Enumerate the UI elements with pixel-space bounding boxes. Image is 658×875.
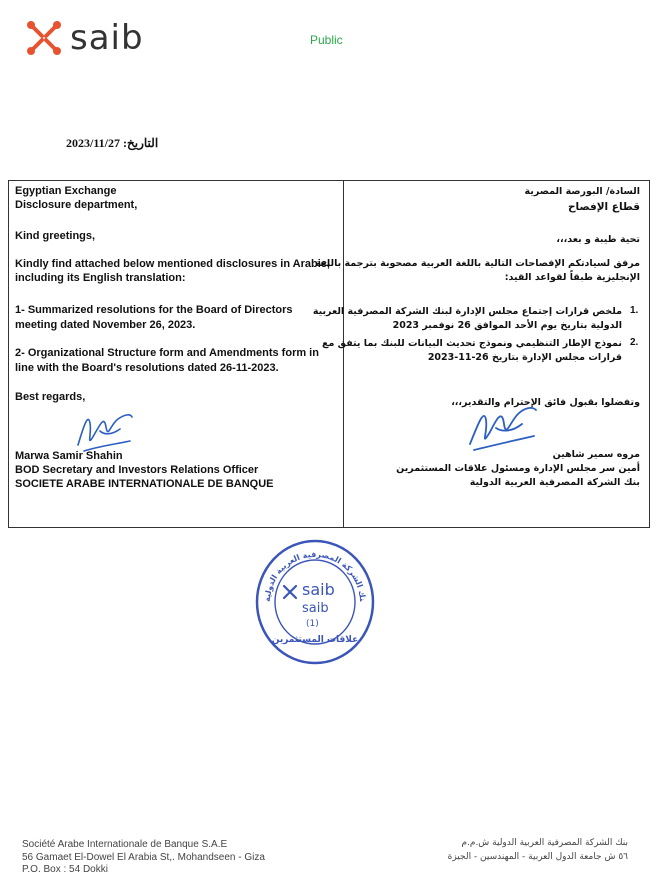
en-recipient-line-2: Disclosure department, (15, 199, 138, 211)
footer-en-line-2: 56 Gamaet El-Dowel El Arabia St,. Mohandseen - Giza (22, 852, 265, 863)
ar-item-1-number: 1. (630, 305, 639, 316)
en-signer-org: SOCIETE ARABE INTERNATIONALE DE BANQUE (15, 478, 274, 490)
saib-logo-mark-icon (24, 18, 64, 58)
en-item-2-line-2: line with the Board's resolutions dated 26-11-2023. (15, 362, 279, 374)
ar-item-1-line-1: ملخص قرارات إجتماع مجلس الإدارة لبنك الشركة المصرفية العربية (312, 306, 622, 317)
en-signer-title: BOD Secretary and Investors Relations Officer (15, 464, 259, 476)
ar-recipient-line-2: قطاع الإفصاح (567, 201, 640, 213)
stamp-dept-text: علاقات المستثمرين (271, 635, 359, 645)
en-item-1-line-1: 1- Summarized resolutions for the Board of Directors (15, 304, 293, 316)
signature-ar-icon (462, 398, 542, 456)
ar-intro-line-1: مرفق لسيادتكم الإفصاحات التالية باللغة العربية مصحوبة بترجمة باللغة (315, 258, 640, 269)
ar-signer-title: أمين سر مجلس الإدارة ومسئول علاقات المستثمرين (396, 463, 640, 474)
official-stamp-icon (254, 538, 376, 666)
ar-signer-org: بنك الشركة المصرفية العربية الدولية (469, 477, 640, 488)
document-date: التاريخ: 2023/11/27 (66, 136, 159, 150)
footer-en-line-1: Société Arabe Internationale de Banque S.A.E (22, 839, 228, 850)
en-signer-name: Marwa Samir Shahin (15, 450, 123, 462)
stamp-number: (1) (306, 619, 319, 629)
ar-item-2-line-2: قرارات مجلس الإدارة بتاريخ 26-11-2023 (427, 352, 622, 363)
saib-logo (24, 18, 144, 58)
stamp-brand-bottom: saib (302, 601, 329, 616)
saib-logo-text: saib (70, 18, 144, 58)
en-recipient-line-1: Egyptian Exchange (15, 185, 117, 197)
ar-recipient-line-1: السادة/ البورصة المصرية (524, 186, 640, 197)
footer-ar-line-2: ٥٦ ش جامعة الدول العربية - المهندسين - الجيزة (447, 852, 628, 862)
ar-greeting: تحية طيبة و بعد،،، (556, 234, 640, 245)
ar-closing: وتفضلوا بقبول فائق الإحترام والتقدير،،، (451, 397, 640, 408)
ar-item-1-line-2: الدولية بتاريخ يوم الأحد الموافق 26 نوفمبر 2023 (392, 320, 622, 331)
en-greeting: Kind greetings, (15, 230, 96, 242)
classification-label: Public (310, 33, 343, 47)
ar-intro-line-2: الإنجليزية طبقاً لقواعد القيد: (504, 272, 640, 283)
stamp-brand-top: saib (302, 580, 335, 599)
en-item-2-line-1: 2- Organizational Structure form and Amendments form in (15, 347, 319, 359)
en-closing: Best regards, (15, 391, 86, 403)
ar-signer-name: مروه سمير شاهين (552, 449, 640, 460)
footer-en-line-3: P.O. Box : 54 Dokki (22, 864, 108, 875)
en-intro-line-1: Kindly find attached below mentioned disclosures in Arabic, (15, 258, 330, 270)
ar-item-2-number: 2. (630, 337, 639, 348)
en-item-1-line-2: meeting dated November 26, 2023. (15, 319, 196, 331)
footer-ar-line-1: بنك الشركة المصرفية العربية الدولية ش.م.م (461, 838, 628, 848)
column-divider (343, 180, 344, 528)
ar-item-2-line-1: نموذج الإطار التنظيمي ونموذج تحديث البيانات للبنك بما يتفق مع (321, 338, 622, 349)
en-intro-line-2: including its English translation: (15, 272, 186, 284)
stamp-ring-text: نك الشركة المصرفية العربية الدولية (262, 549, 368, 603)
